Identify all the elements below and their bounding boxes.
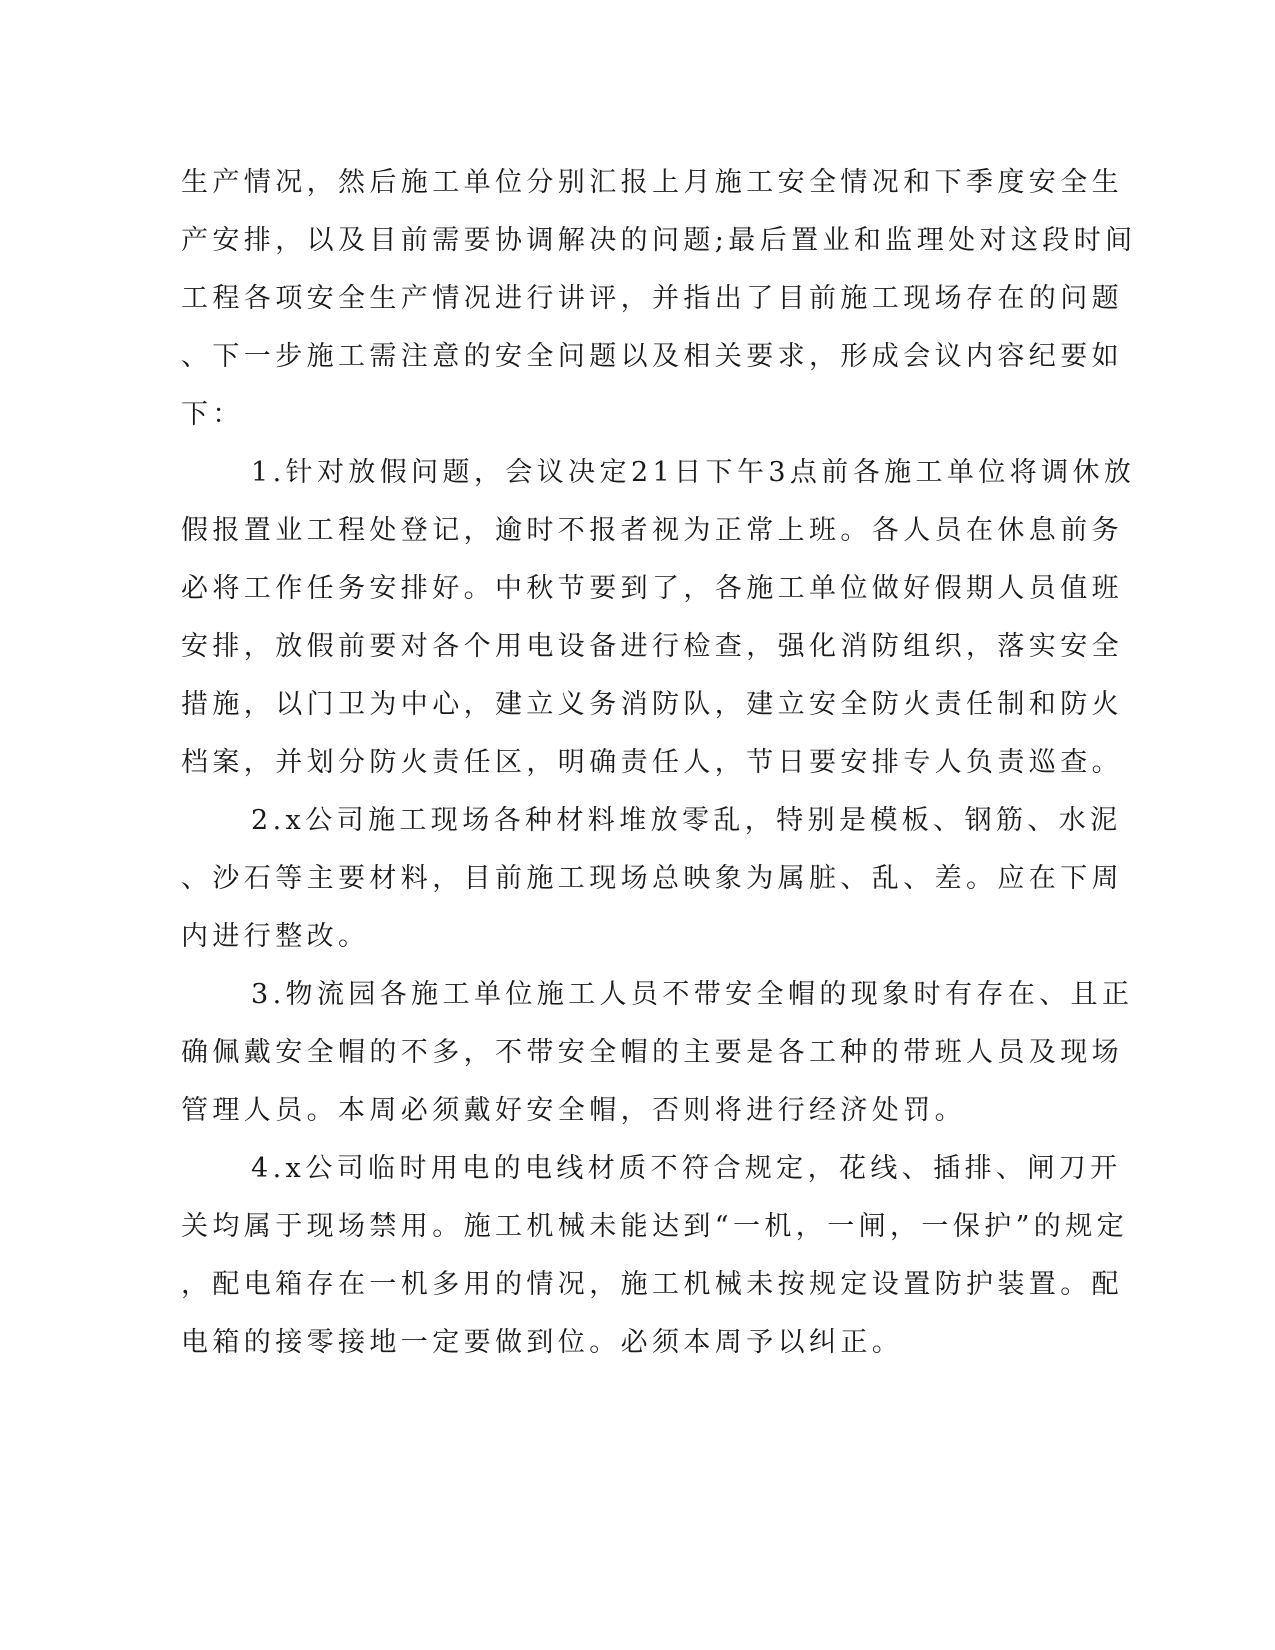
text-line: 档案，并划分防火责任区，明确责任人，节日要安排专人负责巡查。 [181,747,1123,778]
text-line: 2.x公司施工现场各种材料堆放零乱，特别是模板、钢筋、水泥 [251,805,1122,836]
text-line: 4.x公司临时用电的电线材质不符合规定，花线、插排、闸刀开 [251,1153,1122,1184]
text-line: 产安排，以及目前需要协调解决的问题;最后置业和监理处对这段时间 [181,225,1137,256]
text-line: 、下一步施工需注意的安全问题以及相关要求，形成会议内容纪要如 [181,341,1123,372]
text-line: 管理人员。本周必须戴好安全帽，否则将进行经济处罚。 [181,1095,966,1126]
text-line: 关均属于现场禁用。施工机械未能达到“一机，一闸，一保护”的规定 [181,1211,1129,1242]
text-line: 生产情况，然后施工单位分别汇报上月施工安全情况和下季度安全生 [181,167,1123,198]
text-line: 电箱的接零接地一定要做到位。必须本周予以纠正。 [181,1327,904,1358]
paragraph-item-2 [181,792,1123,966]
paragraph-item-4 [181,1140,1129,1372]
paragraph-item-1 [181,444,1136,792]
text-line: 措施，以门卫为中心，建立义务消防队，建立安全防火责任制和防火 [181,689,1123,720]
text-line: 确佩戴安全帽的不多，不带安全帽的主要是各工种的带班人员及现场 [181,1037,1123,1068]
text-line: 3.物流园各施工单位施工人员不带安全帽的现象时有存在、且正 [251,979,1134,1010]
text-line: 必将工作任务安排好。中秋节要到了，各施工单位做好假期人员值班 [181,573,1123,604]
text-line: 内进行整改。 [181,921,370,952]
paragraph-intro-continuation [181,154,1137,444]
text-line: 假报置业工程处登记，逾时不报者视为正常上班。各人员在休息前务 [181,515,1123,546]
text-line: 下： [181,399,244,430]
text-line: 安排，放假前要对各个用电设备进行检查，强化消防组织，落实安全 [181,631,1123,662]
text-line: 1.针对放假问题，会议决定21日下午3点前各施工单位将调休放 [251,457,1136,488]
text-line: 、沙石等主要材料，目前施工现场总映象为属脏、乱、差。应在下周 [181,863,1123,894]
text-line: ，配电箱存在一机多用的情况，施工机械未按规定设置防护装置。配 [181,1269,1123,1300]
text-line: 工程各项安全生产情况进行讲评，并指出了目前施工现场存在的问题 [181,283,1123,314]
paragraph-item-3 [181,966,1134,1140]
document-body [181,154,1137,1372]
